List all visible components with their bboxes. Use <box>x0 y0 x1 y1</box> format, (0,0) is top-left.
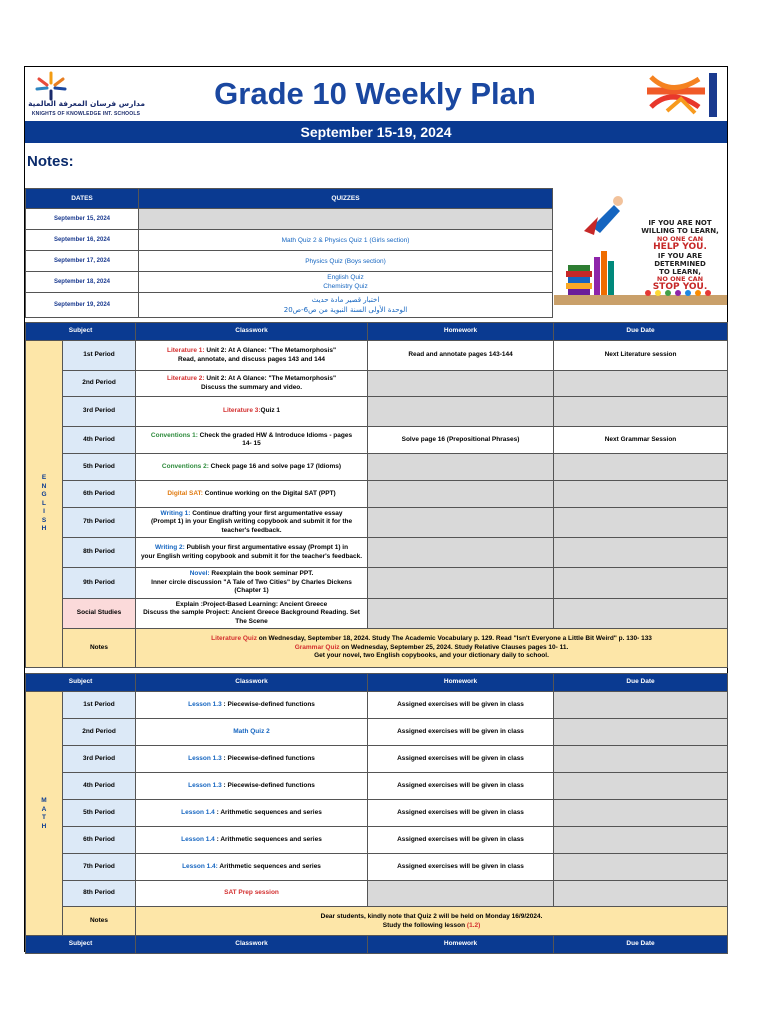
motiv-line-5: IF YOU ARE <box>657 252 703 260</box>
classwork-tag: Lesson 1.4: <box>182 862 218 870</box>
period-cell: 5th Period <box>63 800 136 827</box>
table-row <box>26 827 728 854</box>
quiz-line: Chemistry Quiz <box>323 283 368 290</box>
homework-cell <box>368 397 554 427</box>
table-row <box>26 371 728 397</box>
motiv-line-2: WILLING TO LEARN, <box>641 227 719 235</box>
classwork-text-2: Read, annotate, and discuss pages 143 and 144 <box>178 355 326 363</box>
classwork-cell <box>136 371 368 397</box>
period-cell: 7th Period <box>63 508 136 538</box>
quiz-cell <box>139 209 553 230</box>
quiz-date: September 16, 2024 <box>26 230 139 251</box>
subject-letter: H <box>41 525 47 533</box>
quiz-date: September 17, 2024 <box>26 251 139 272</box>
classwork-tag: Writing 2: <box>154 544 185 551</box>
table-row <box>26 427 728 454</box>
due-date-cell <box>554 773 728 800</box>
classwork-tag: Lesson 1.3 <box>188 700 222 708</box>
classwork-tag: Digital SAT: <box>167 489 203 497</box>
classwork-tag: SAT Prep session <box>224 889 279 897</box>
homework-cell: Assigned exercises will be given in class <box>368 827 554 854</box>
classwork-header: Classwork <box>136 674 368 692</box>
classwork-cell <box>136 397 368 427</box>
period-cell: 8th Period <box>63 538 136 568</box>
homework-cell: Assigned exercises will be given in class <box>368 692 554 719</box>
classwork-cell <box>136 481 368 508</box>
homework-cell: Read and annotate pages 143-144 <box>368 341 554 371</box>
classwork-tag: Literature 2: <box>166 375 205 382</box>
period-cell: 5th Period <box>63 454 136 481</box>
homework-header: Homework <box>368 936 554 954</box>
math-table <box>25 673 728 937</box>
math-subject-cell <box>26 692 63 937</box>
notes-text: on Wednesday, September 18, 2024. Study The Academic Vocabulary p. 129. Read "Isn't Everyone a Little Bit Weird" p. 130- 133 <box>256 635 652 643</box>
due-date-cell <box>554 508 728 538</box>
due-date-cell <box>554 397 728 427</box>
due-date-cell <box>554 827 728 854</box>
classwork-tag: Lesson 1.4 <box>181 808 215 816</box>
classwork-text-2: your English writing copybook and submit it for the teacher's feedback. <box>140 552 363 560</box>
classwork-cell <box>136 508 368 538</box>
classwork-cell <box>136 692 368 719</box>
period-cell: 1st Period <box>63 341 136 371</box>
notes-text: Dear students, kindly note that Quiz 2 will be held on Monday 16/9/2024. <box>320 913 543 920</box>
school-logo <box>27 71 157 119</box>
classwork-text: Unit 2: At A Glance: "The Metamorphosis" <box>204 347 337 354</box>
classwork-text: : Arithmetic sequences and series <box>214 835 322 843</box>
homework-cell <box>368 538 554 568</box>
homework-cell <box>368 481 554 508</box>
english-header-row <box>26 323 728 341</box>
table-row <box>26 746 728 773</box>
classwork-cell <box>136 827 368 854</box>
period-cell: Social Studies <box>63 599 136 629</box>
classwork-tag: Lesson 1.3 <box>188 781 222 789</box>
notes-tag: (1.2) <box>466 921 481 929</box>
next-subject-table <box>25 935 728 954</box>
due-date-cell <box>554 746 728 773</box>
table-row <box>26 719 728 746</box>
motiv-line-4: HELP YOU. <box>653 242 707 252</box>
subject-letter: A <box>41 805 47 813</box>
homework-cell <box>368 454 554 481</box>
classwork-cell <box>136 881 368 907</box>
classwork-tag: Lesson 1.4 <box>181 835 215 843</box>
classwork-text: : Piecewise-defined functions <box>221 754 315 762</box>
homework-cell <box>368 508 554 538</box>
quiz-line: English Quiz <box>327 274 364 281</box>
quizzes-table <box>25 188 553 318</box>
due-date-cell <box>554 371 728 397</box>
school-emblem-icon <box>31 71 71 101</box>
due-date-cell: Next Grammar Session <box>554 427 728 454</box>
period-cell: 2nd Period <box>63 371 136 397</box>
subject-letter: N <box>41 482 47 490</box>
classwork-text: : Piecewise-defined functions <box>221 700 315 708</box>
next-header-row <box>26 936 728 954</box>
classwork-tag: Conventions 2: <box>161 462 209 470</box>
homework-header: Homework <box>368 323 554 341</box>
quiz-cell: Math Quiz 2 & Physics Quiz 1 (Girls section) <box>139 230 553 251</box>
homework-cell <box>368 371 554 397</box>
quiz-date: September 18, 2024 <box>26 272 139 293</box>
classwork-tag: Conventions 1: <box>150 431 198 439</box>
classwork-text: Unit 2: At A Glance: "The Metamorphosis" <box>204 375 337 382</box>
due-date-cell <box>554 800 728 827</box>
due-date-cell <box>554 719 728 746</box>
classwork-tag: Writing 1: <box>160 509 191 517</box>
homework-header: Homework <box>368 674 554 692</box>
quiz-date: September 15, 2024 <box>26 209 139 230</box>
homework-cell <box>368 599 554 629</box>
notes-label-cell: Notes <box>63 629 136 668</box>
motiv-line-1: IF YOU ARE NOT <box>648 219 712 227</box>
period-cell: 2nd Period <box>63 719 136 746</box>
table-row <box>26 854 728 881</box>
subject-letter: M <box>41 797 47 804</box>
date-range-banner: September 15-19, 2024 <box>25 121 727 143</box>
notes-text: Get your novel, two English copybooks, and your dictionary daily to school. <box>314 652 549 660</box>
classwork-tag: Lesson 1.3 <box>188 754 222 762</box>
quiz-cell <box>139 293 553 318</box>
classwork-cell <box>136 568 368 599</box>
period-cell: 1st Period <box>63 692 136 719</box>
classwork-cell <box>136 719 368 746</box>
math-notes-cell <box>136 907 728 937</box>
due-date-cell <box>554 568 728 599</box>
table-row <box>26 800 728 827</box>
homework-cell: Assigned exercises will be given in class <box>368 719 554 746</box>
table-row <box>26 907 728 937</box>
motivational-poster <box>554 187 727 305</box>
classwork-cell <box>136 746 368 773</box>
english-notes-cell <box>136 629 728 668</box>
subject-letter: S <box>41 516 47 524</box>
subject-header: Subject <box>26 323 136 341</box>
homework-cell: Solve page 16 (Prepositional Phrases) <box>368 427 554 454</box>
table-row <box>26 692 728 719</box>
school-name-arabic: مدارس فرسان المعرفة العالمية <box>28 99 145 108</box>
homework-cell: Assigned exercises will be given in class <box>368 773 554 800</box>
math-header-row <box>26 674 728 692</box>
header <box>25 67 727 121</box>
due-date-cell <box>554 854 728 881</box>
notes-text: on Wednesday, September 25, 2024. Study Relative Clauses pages 10- 11. <box>339 643 569 651</box>
brand-mark-icon <box>641 69 723 119</box>
table-row <box>26 341 728 371</box>
classwork-cell <box>136 854 368 881</box>
notes-tag: Literature Quiz <box>211 635 257 643</box>
period-cell: 3rd Period <box>63 746 136 773</box>
motiv-line-9: STOP YOU. <box>652 282 708 292</box>
table-row <box>26 538 728 568</box>
period-cell: 4th Period <box>63 427 136 454</box>
due-date-cell <box>554 454 728 481</box>
period-cell: 3rd Period <box>63 397 136 427</box>
due-date-header: Due Date <box>554 674 728 692</box>
classwork-text: Publish your first argumentative essay (Prompt 1) in <box>184 544 349 551</box>
brand-logo-right <box>641 69 723 119</box>
notes-label-cell: Notes <box>63 907 136 937</box>
classwork-text-2: (Prompt 1) in your English writing copybook and submit it for the teacher's feedback. <box>150 518 353 534</box>
english-subject-cell <box>26 341 63 668</box>
classwork-cell <box>136 800 368 827</box>
table-row <box>26 599 728 629</box>
classwork-text: : Arithmetic sequences and series <box>214 808 322 816</box>
subject-letter: I <box>43 508 45 516</box>
table-row <box>26 629 728 668</box>
homework-cell <box>368 568 554 599</box>
table-row <box>26 508 728 538</box>
quiz-cell: Physics Quiz (Boys section) <box>139 251 553 272</box>
table-row <box>26 881 728 907</box>
due-date-cell <box>554 538 728 568</box>
subject-letter: T <box>42 814 46 821</box>
notes-heading: Notes: <box>27 153 74 170</box>
notes-text: Study the following lesson <box>382 921 467 929</box>
period-cell: 4th Period <box>63 773 136 800</box>
due-date-cell <box>554 692 728 719</box>
classwork-text: Quiz 1 <box>260 407 281 415</box>
period-cell: 6th Period <box>63 481 136 508</box>
weekly-plan-page <box>24 66 728 952</box>
quiz-cell <box>139 272 553 293</box>
classwork-cell <box>136 538 368 568</box>
subject-letter: G <box>41 491 47 499</box>
period-cell: 7th Period <box>63 854 136 881</box>
classwork-text: Continue working on the Digital SAT (PPT) <box>202 489 336 497</box>
homework-cell: Assigned exercises will be given in class <box>368 800 554 827</box>
table-row <box>26 397 728 427</box>
classwork-tag: Math Quiz 2 <box>233 727 270 735</box>
subject-header: Subject <box>26 674 136 692</box>
classwork-text: Reexplain the book seminar PPT. <box>209 570 314 578</box>
quiz-line: اختبار قصير مادة حديث <box>311 296 380 304</box>
classwork-text: Check page 16 and solve page 17 (Idioms) <box>208 462 342 470</box>
due-date-header: Due Date <box>554 323 728 341</box>
homework-cell: Assigned exercises will be given in class <box>368 854 554 881</box>
subject-header: Subject <box>26 936 136 954</box>
classwork-cell <box>136 341 368 371</box>
table-row <box>26 481 728 508</box>
classwork-cell <box>136 427 368 454</box>
classwork-text: Check the graded HW & Introduce Idioms - pages <box>197 431 353 439</box>
classwork-text-2: Discuss the summary and video. <box>200 383 303 391</box>
due-date-cell <box>554 599 728 629</box>
classwork-tag: Novel: <box>189 570 210 578</box>
classwork-text: Continue drafting your first argumentative essay <box>190 509 343 517</box>
due-date-cell <box>554 481 728 508</box>
classwork-text-2: Discuss the sample Project: Ancient Greece Background Reading. Set The Scene <box>143 609 360 625</box>
classwork-text: Arithmetic sequences and series <box>217 862 321 870</box>
classwork-tag: Literature 1: <box>166 347 205 354</box>
classwork-tag: Literature 3: <box>222 407 261 415</box>
classwork-text-2: Inner circle discussion "A Tale of Two Cities" by Charles Dickens (Chapter 1) <box>151 578 352 595</box>
page-title: Grade 10 Weekly Plan <box>214 76 536 111</box>
homework-cell: Assigned exercises will be given in class <box>368 746 554 773</box>
motiv-line-8: NO ONE CAN <box>656 275 704 283</box>
motiv-line-6: DETERMINED <box>654 260 706 268</box>
period-cell: 8th Period <box>63 881 136 907</box>
motiv-line-7: TO LEARN, <box>659 268 701 276</box>
motiv-line-3: NO ONE CAN <box>656 235 704 243</box>
classwork-header: Classwork <box>136 936 368 954</box>
classwork-cell <box>136 454 368 481</box>
table-row <box>26 454 728 481</box>
notes-tag: Grammar Quiz <box>294 643 340 651</box>
superhero-books-illustration <box>554 187 727 305</box>
due-date-header: Due Date <box>554 936 728 954</box>
table-row <box>26 773 728 800</box>
quizzes-header: QUIZZES <box>139 189 553 209</box>
classwork-text-2: 14- 15 <box>242 440 261 447</box>
homework-cell <box>368 881 554 907</box>
due-date-cell <box>554 881 728 907</box>
subject-letter: L <box>42 499 46 507</box>
classwork-text: : Piecewise-defined functions <box>221 781 315 789</box>
subject-letter: E <box>41 474 47 482</box>
classwork-cell <box>136 773 368 800</box>
subject-letter: H <box>41 822 47 830</box>
quiz-line: الوحدة الأولى السنة النبوية من ص6-ص20 <box>283 306 408 314</box>
period-cell: 6th Period <box>63 827 136 854</box>
school-name-english: KNIGHTS OF KNOWLEDGE INT. SCHOOLS <box>31 111 141 117</box>
period-cell: 9th Period <box>63 568 136 599</box>
classwork-header: Classwork <box>136 323 368 341</box>
english-table <box>25 322 728 668</box>
quiz-date: September 19, 2024 <box>26 293 139 318</box>
classwork-cell <box>136 599 368 629</box>
table-row <box>26 568 728 599</box>
dates-header: DATES <box>26 189 139 209</box>
classwork-text: Explain :Project-Based Learning: Ancient Greece <box>175 600 328 608</box>
due-date-cell: Next Literature session <box>554 341 728 371</box>
